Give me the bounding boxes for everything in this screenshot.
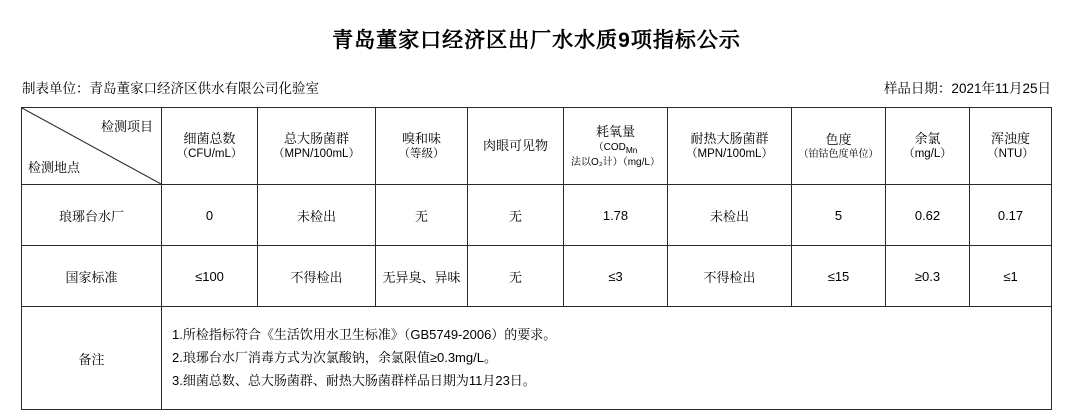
column-header-chromaticity: 色度 （铂钴色度单位） (792, 108, 886, 185)
cell-odor-taste: 无 (376, 185, 468, 246)
row-label-plant: 琅琊台水厂 (22, 185, 162, 246)
notes-label: 备注 (22, 307, 162, 410)
table-header-row (22, 108, 1052, 185)
page-title: 青岛董家口经济区出厂水水质9项指标公示 (332, 29, 741, 52)
column-header-visible-matter: 肉眼可见物 (468, 108, 564, 185)
corner-label-item: 检测项目 (100, 119, 153, 135)
maker-unit-label: 制表单位：青岛董家口经济区供水有限公司化验室 (22, 81, 319, 97)
cell-total-coliform: 未检出 (258, 185, 376, 246)
note-line: 3.细菌总数、总大肠菌群、耐热大肠菌群样品日期为11月23日。 (172, 372, 536, 388)
notes-body (162, 307, 1052, 410)
row-label-national-standard: 国家标准 (22, 246, 162, 307)
table-row (22, 185, 1052, 246)
column-header-odor-taste: 嗅和味 （等级） (376, 108, 468, 185)
cell-total-coliform: 不得检出 (258, 246, 376, 307)
cell-turbidity: ≤1 (970, 246, 1052, 307)
column-header-total-coliform: 总大肠菌群 （MPN/100mL） (258, 108, 376, 185)
water-quality-table (21, 107, 1052, 410)
cell-turbidity: 0.17 (970, 185, 1052, 246)
cell-bacteria-count: ≤100 (162, 246, 258, 307)
corner-label-location: 检测地点 (28, 160, 81, 176)
cell-odor-taste: 无异臭、异味 (376, 246, 468, 307)
sample-date-label: 样品日期：2021年11月25日 (883, 81, 1051, 97)
cell-oxygen-consumption: ≤3 (564, 246, 668, 307)
notes-row (22, 307, 1052, 410)
cell-residual-chlorine: 0.62 (886, 185, 970, 246)
note-line: 1.所检指标符合《生活饮用水卫生标准》（GB5749-2006）的要求。 (172, 327, 557, 343)
cell-chromaticity: 5 (792, 185, 886, 246)
cell-residual-chlorine: ≥0.3 (886, 246, 970, 307)
meta-row (22, 77, 1051, 97)
cell-bacteria-count: 0 (162, 185, 258, 246)
table-row (22, 246, 1052, 307)
cell-thermotolerant-coliform: 不得检出 (668, 246, 792, 307)
cell-visible-matter: 无 (468, 246, 564, 307)
column-header-oxygen-consumption: 耗氧量 （$COD_{Mn}$ 法以O₂计）（mg/L） (564, 108, 668, 185)
column-header-residual-chlorine: 余氯 （mg/L） (886, 108, 970, 185)
note-line: 2.琅琊台水厂消毒方式为次氯酸钠，余氯限值≥0.3mg/L。 (172, 349, 497, 365)
cell-chromaticity: ≤15 (792, 246, 886, 307)
cell-oxygen-consumption: 1.78 (564, 185, 668, 246)
cell-visible-matter: 无 (468, 185, 564, 246)
header-corner-cell (22, 108, 162, 185)
column-header-bacteria-count: 细菌总数 （CFU/mL） (162, 108, 258, 185)
column-header-turbidity: 浑浊度 （NTU） (970, 108, 1052, 185)
column-header-thermotolerant-coliform: 耐热大肠菌群 （MPN/100mL） (668, 108, 792, 185)
cell-thermotolerant-coliform: 未检出 (668, 185, 792, 246)
